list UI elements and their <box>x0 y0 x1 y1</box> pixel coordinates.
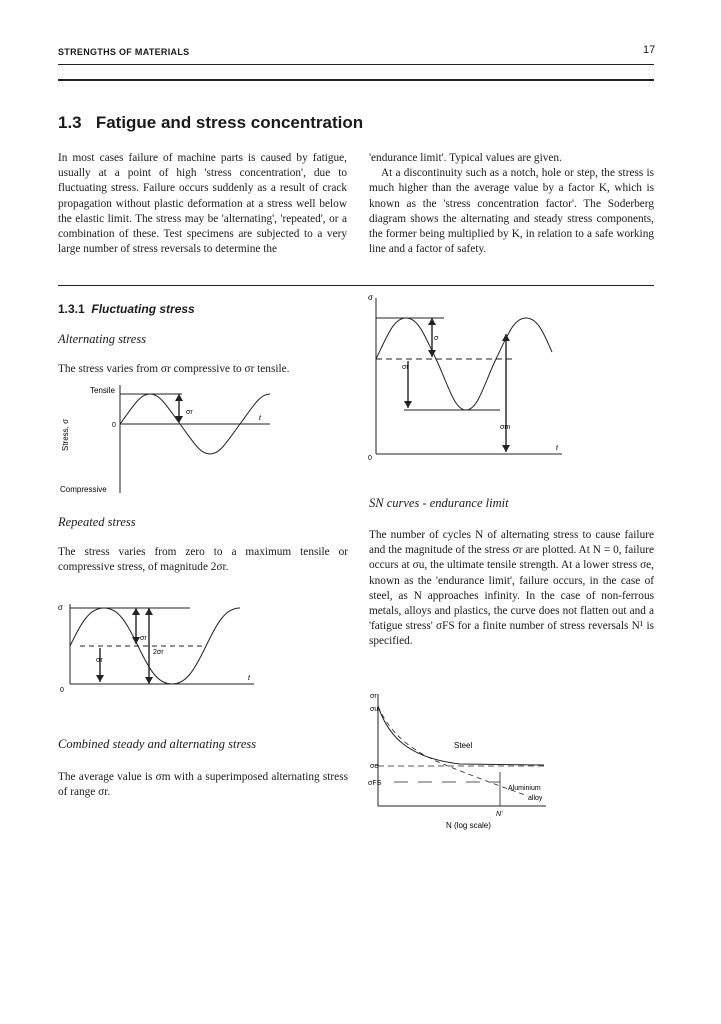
sn-heading: SN curves - endurance limit <box>369 496 509 510</box>
section-title: Fatigue and stress concentration <box>95 113 364 132</box>
repeated-text: The stress varies from zero to a maximum tensile or compressive stress, of magnitude 2σr. <box>58 546 348 574</box>
intro-left-text: In most cases failure of machine parts is caused by fatigue, usually at a point of high 'stress concentration', due to fluctuating stress. Failure occurs suddenly as a result of crack propagation without plastic deformation at a stress well below the elastic limit. The stress may be 'alternating', 'repeated', or a combination of these. Test specimens are subjected to a very large number of stress reversals to determine the <box>58 152 347 256</box>
sn-x-axis-label: N (log scale) <box>446 821 491 830</box>
comb-range-arrowhead <box>404 401 412 408</box>
comb-mean-arrowhead-down <box>502 445 510 452</box>
intro-right-p2: At a discontinuity such as a notch, hole or step, the stress is much higher than the average value by a factor K, which is known as the 'stress concentration factor'. The Soderberg diagram shows the alternating and steady stress components, the former being multiplied by K, in relation to a safe working line and a factor of safety. <box>369 167 654 256</box>
alt-t-label: t <box>259 415 261 422</box>
repeated-heading: Repeated stress <box>58 515 136 529</box>
alt-amp-label: σr <box>186 409 193 416</box>
alt-axis-label: Stress, σ <box>61 418 70 451</box>
comb-sr-top-label: σ <box>434 335 439 342</box>
section-rule <box>58 285 654 286</box>
comb-t-label: t <box>556 445 558 452</box>
running-title: STRENGTHS OF MATERIALS <box>58 47 190 57</box>
comb-sm-label: σm <box>500 424 511 431</box>
combined-heading: Combined steady and alternating stress <box>58 737 257 751</box>
alternating-diagram <box>58 365 278 500</box>
rep-lower-arrowhead <box>96 675 104 682</box>
sn-su-label: σu <box>370 706 379 713</box>
sn-alu-label-2: alloy <box>528 795 543 802</box>
rep-double-arrowhead-up <box>145 608 153 615</box>
sn-steel-label: Steel <box>454 741 473 750</box>
rep-sigma-label: σ <box>58 603 63 612</box>
section-heading <box>58 113 363 133</box>
alt-zero-label: 0 <box>112 422 116 429</box>
subsection-heading <box>58 302 195 316</box>
alternating-heading: Alternating stress <box>58 332 147 346</box>
intro-right <box>369 151 654 257</box>
sn-diagram <box>368 686 568 834</box>
subsection-title: Fluctuating stress <box>91 302 195 316</box>
comb-sigma-label: σ <box>368 293 373 302</box>
combined-diagram <box>368 290 568 460</box>
alt-arrowhead-up <box>175 394 183 401</box>
page-number: 17 <box>643 44 656 56</box>
comb-top-arrowhead-up <box>428 318 436 325</box>
repeated-diagram <box>58 596 278 708</box>
rep-double-arrowhead-down <box>145 677 153 684</box>
rep-arrowhead-down <box>132 637 140 644</box>
section-number: 1.3 <box>58 113 82 132</box>
intro-right-p1: 'endurance limit'. Typical values are given. <box>369 152 562 164</box>
comb-sr-mid-label: σr <box>402 364 409 371</box>
combined-text: The average value is σm with a superimposed alternating stress of range σr. <box>58 771 348 799</box>
sn-aluminium-curve <box>378 706 528 796</box>
rep-arrowhead-up <box>132 608 140 615</box>
header-rule-thick <box>58 79 654 81</box>
comb-mean-arrowhead-up <box>502 334 510 341</box>
sn-alu-label-1: Aluminium <box>508 785 541 792</box>
rep-t-label: t <box>248 675 250 682</box>
sn-steel-curve <box>378 706 544 765</box>
header-rule <box>58 64 654 65</box>
sn-sr-label: σr <box>370 693 377 700</box>
sn-sfs-label: σFS <box>368 780 382 787</box>
rep-amp2-label: σr <box>96 657 103 664</box>
rep-double-label: 2σr <box>153 649 164 656</box>
subsection-number: 1.3.1 <box>58 302 85 316</box>
alt-tensile-label: Tensile <box>90 386 115 395</box>
sn-nprime-label: N' <box>496 811 503 818</box>
alt-compressive-label: Compressive <box>60 485 107 494</box>
sn-se-label: σe <box>370 763 379 770</box>
alternating-text: The stress varies from σr compressive to σr tensile. <box>58 363 290 375</box>
comb-zero-label: 0 <box>368 455 372 460</box>
rep-zero-label: 0 <box>60 687 64 694</box>
rep-amp-label: σr <box>140 635 147 642</box>
intro-left <box>58 151 347 257</box>
sn-text: The number of cycles N of alternating stress to cause failure and the magnitude of the stress σr are plotted. At N = 0, failure occurs at σu, the ultimate tensile strength. At a lower stress σe, known as the 'endurance limit', failure occurs, in the case of steel, as N approaches infinity. In the case of non-ferrous metals, alloys and plastics, the curve does not flatten out and a 'fatigue stress' σFS for a finite number of stress reversals N¹ is specified. <box>369 529 654 648</box>
